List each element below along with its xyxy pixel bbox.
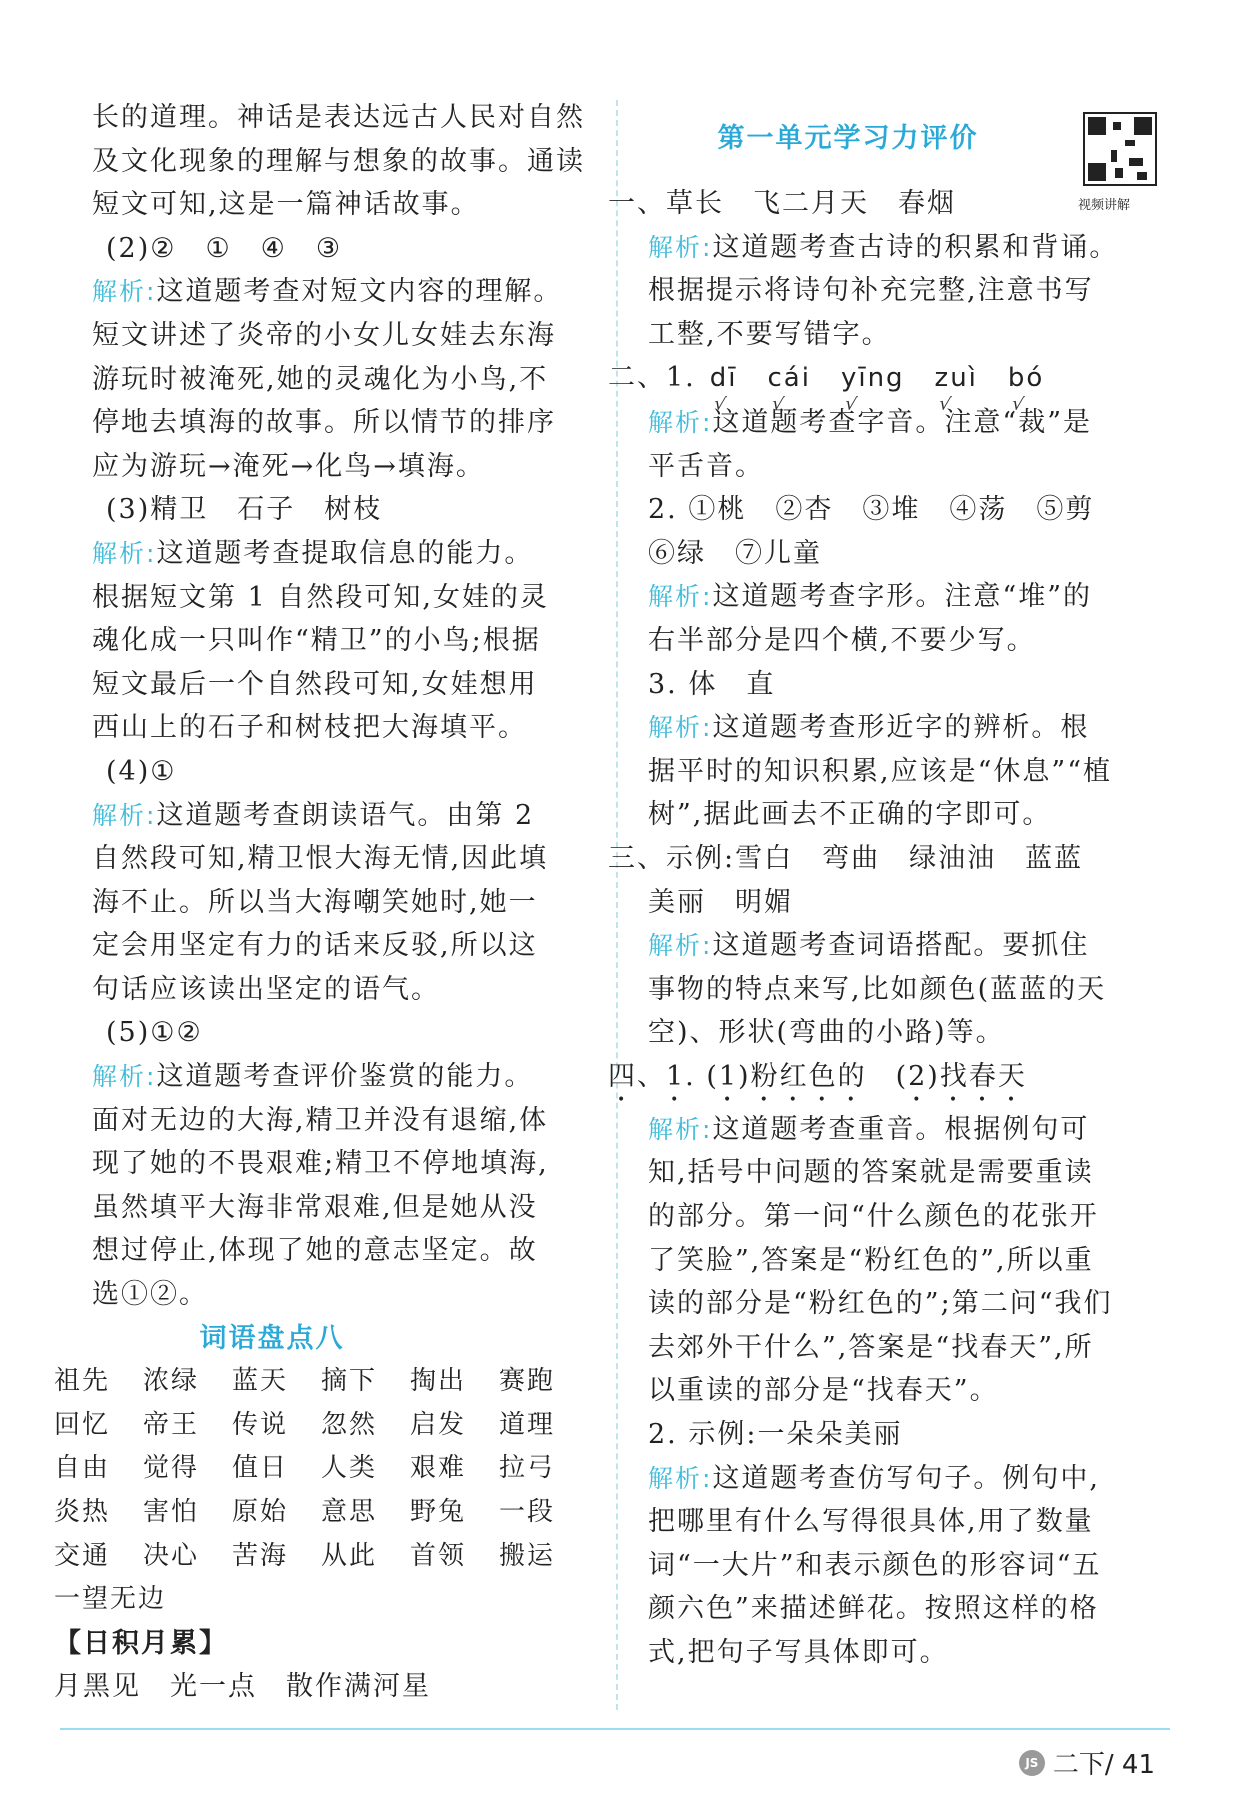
line-text: 一、草长 飞二月天 春烟 [608,188,956,219]
text-line [648,1500,1168,1544]
text-line [92,488,592,532]
word-item: 回忆 [54,1409,111,1440]
line-text: 短文讲述了炎帝的小女儿女娃去东海 [92,319,556,351]
line-text: 应为游玩→淹死→化鸟→填海。 [92,450,485,482]
text-line [648,575,1168,619]
line-text: 美丽 明媚 [648,886,793,918]
text-line [92,1099,592,1143]
line-text: 颜六色”来描述鲜花。按照这样的格 [648,1593,1099,1625]
text-line [648,1108,1168,1152]
pinyin-item: bó √ [1008,357,1044,401]
text-line [648,1413,1168,1457]
word-item: 搬运 [499,1540,556,1571]
text-line [92,619,592,663]
text-line [92,881,592,925]
text-line [92,532,592,576]
text-line [92,1142,592,1186]
analysis-label: 解析: [648,582,713,612]
word-item: 帝王 [143,1409,200,1440]
line-text: 根据提示将诗句补充完整,注意书写 [648,275,1094,307]
text-line [92,401,592,445]
word-item: 忽然 [321,1409,378,1440]
right-column [608,96,1168,1675]
word-item: 拉弓 [499,1453,556,1484]
text-line [92,96,592,140]
pinyin-item: dī √ [710,357,738,401]
line-text: 右半部分是四个横,不要少写。 [648,624,1036,656]
line-text: 虽然填平大海非常艰难,但是她从没 [92,1191,538,1223]
line-text: 把哪里有什么写得很具体,用了数量 [648,1506,1094,1538]
analysis-label: 解析: [648,713,713,743]
line-text: 停地去填海的故事。所以情节的排序 [92,407,556,439]
analysis-label: 解析: [92,277,157,307]
line-text: 这道题考查词语搭配。要抓住 [712,930,1090,962]
line-text: 读的部分是“粉红色的”;第二问“我们 [648,1288,1113,1320]
pinyin-item: cái √ [768,357,811,401]
word-item: 艰难 [410,1453,467,1484]
word-item: 一望无边 [54,1584,167,1615]
line-text: (4)① [106,755,177,787]
line-text: 魂化成一只叫作“精卫”的小鸟;根据 [92,625,541,657]
line-text: 事物的特点来写,比如颜色(蓝蓝的天 [648,973,1107,1005]
line-text: 定会用坚定有力的话来反驳,所以这 [92,930,538,962]
text-line [648,1587,1168,1631]
line-text: 句话应该读出坚定的语气。 [92,973,440,1005]
word-item: 传说 [232,1409,289,1440]
word-grid [54,1360,592,1622]
line-text: (2)② ① ④ ③ [106,232,343,264]
line-text: 海不止。所以当大海嘲笑她时,她一 [92,886,538,918]
line-text: 工整,不要写错字。 [648,318,891,350]
text-line [648,1239,1168,1283]
text-line [648,706,1168,750]
line-text: 想过停止,体现了她的意志坚定。故 [92,1235,538,1267]
text-line [92,183,592,227]
text-line [648,1151,1168,1195]
text-line [92,358,592,402]
daily-text: 月黑见 光一点 散作满河星 [54,1671,431,1703]
analysis-label: 解析: [92,538,157,568]
text-line [92,227,592,271]
word-row [54,1578,592,1622]
text-line [92,794,592,838]
text-line [648,1326,1168,1370]
word-item: 苦海 [232,1540,289,1571]
text-line [608,356,1168,401]
word-row [54,1447,592,1491]
bottom-rule [60,1728,1170,1730]
text-line [648,1631,1168,1675]
line-text: 这道题考查字音。注意“裁”是 [712,406,1093,438]
line-text: 西山上的石子和树枝把大海填平。 [92,712,527,744]
text-line [648,313,1168,357]
text-line [648,924,1168,968]
page-number: 二下/ 41 [1052,1750,1155,1780]
line-text: (5)①② [106,1017,203,1049]
word-item: 蓝天 [232,1366,289,1397]
text-line [648,445,1168,489]
line-text: 这道题考查字形。注意“堆”的 [712,581,1093,613]
text-line [92,663,592,707]
text-line [92,1273,592,1317]
text-line [92,968,592,1012]
publisher-badge: JS [1019,1750,1045,1776]
text-line [92,445,592,489]
line-text: 平舌音。 [648,450,764,482]
text-line [92,576,592,620]
text-line [92,1011,592,1055]
text-line [648,663,1168,707]
line-text: 3. 体 直 [648,668,776,700]
line-text: 2. ①桃 ②杏 ③堆 ④荡 ⑤剪 [648,494,1095,526]
word-item: 炎热 [54,1497,111,1527]
line-text: ⑥绿 ⑦儿童 [648,537,822,569]
text-line [648,750,1168,794]
line-text: 式,把句子写具体即可。 [648,1637,949,1668]
line-text: 面对无边的大海,精卫并没有退缩,体 [92,1104,549,1136]
line-text: 以重读的部分是“找春天”。 [648,1375,999,1407]
line-text: 空)、形状(弯曲的小路)等。 [648,1017,1005,1049]
line-text: 三、示例:雪白 弯曲 绿油油 蓝蓝 [608,842,1084,874]
word-section-title: 词语盘点八 [199,1322,345,1354]
word-item: 原始 [232,1497,289,1527]
text-line [648,1544,1168,1588]
line-text: 这道题考查仿写句子。例句中, [712,1462,1101,1494]
line-text: 词“一大片”和表示颜色的形容词“五 [648,1549,1102,1581]
word-row [54,1535,592,1579]
word-item: 害怕 [143,1497,200,1527]
line-text: 这道题考查对短文内容的理解。 [156,276,563,308]
text-line [648,226,1168,270]
line-text: 去郊外干什么”,答案是“找春天”,所 [648,1331,1094,1363]
text-line [648,488,1168,532]
word-item: 野兔 [410,1497,467,1527]
word-item: 赛跑 [499,1366,556,1397]
word-row [54,1491,592,1535]
text-line [648,1457,1168,1501]
line-text: 这道题考查朗读语气。由第 2 [156,799,535,831]
word-item: 摘下 [321,1366,378,1397]
word-item: 祖先 [54,1366,111,1397]
line-text: 了笑脸”,答案是“粉红色的”,所以重 [648,1244,1094,1276]
line-text: 树”,据此画去不正确的字即可。 [648,799,1052,831]
line-text: 的部分。第一问“什么颜色的花张开 [648,1201,1099,1233]
word-item: 掏出 [410,1366,467,1397]
text-line [648,881,1168,925]
word-item: 一段 [499,1497,556,1527]
line-text: 根据短文第 1 自然段可知,女娃的灵 [92,581,549,613]
text-line [648,1011,1168,1055]
analysis-label: 解析: [648,1463,713,1493]
line-text: 这道题考查古诗的积累和背诵。 [712,231,1119,263]
line-text: 这道题考查评价鉴赏的能力。 [156,1061,534,1093]
qr-caption: 视频讲解 [1078,198,1131,213]
text-line [92,924,592,968]
word-row [54,1404,592,1448]
line-text: 选①②。 [92,1279,208,1311]
left-column [54,96,592,1709]
line-text: 四、1. (1)粉红色的 (2)找春天 [608,1060,1027,1092]
text-line [648,968,1168,1012]
analysis-label: 解析: [648,931,713,961]
text-line [648,793,1168,837]
daily-title: 【日积月累】 [54,1627,228,1659]
pinyin-item: zuì √ [935,357,978,401]
line-text: 游玩时被淹死,她的灵魂化为小鸟,不 [92,363,549,395]
line-text: 二、1. [608,362,696,394]
text-line [608,1055,1168,1108]
word-item: 启发 [410,1409,467,1440]
line-text: 及文化现象的理解与想象的故事。通读 [92,145,585,177]
page-title: 第一单元学习力评价 [717,123,979,154]
text-line [92,837,592,881]
analysis-label: 解析: [648,232,713,262]
text-line [92,1229,592,1273]
line-text: 现了她的不畏艰难;精卫不停地填海, [92,1148,549,1180]
line-text: 短文最后一个自然段可知,女娃想用 [92,668,538,700]
text-line [92,314,592,358]
analysis-label: 解析: [92,800,157,830]
text-line [648,619,1168,663]
word-item: 从此 [321,1540,378,1571]
page-footer [1019,1744,1155,1781]
text-line [92,1186,592,1230]
analysis-label: 解析: [648,407,713,437]
line-text: 自然段可知,精卫恨大海无情,因此填 [92,843,549,875]
line-text: 2. 示例:一朵朵美丽 [648,1419,903,1451]
column-divider [616,100,618,1710]
line-text: 据平时的知识积累,应该是“休息”“植 [648,755,1112,787]
text-line [92,706,592,750]
analysis-label: 解析: [92,1062,157,1092]
word-item: 浓绿 [143,1366,200,1397]
text-line [92,750,592,794]
line-text: 这道题考查重音。根据例句可 [712,1113,1090,1145]
line-text: 短文可知,这是一篇神话故事。 [92,189,480,221]
text-line [608,837,1168,881]
word-row [54,1360,592,1404]
word-item: 交通 [54,1540,111,1571]
line-text: (3)精卫 石子 树枝 [106,494,383,526]
text-line [648,1282,1168,1326]
text-line [648,1195,1168,1239]
text-line [648,532,1168,576]
text-line [92,1055,592,1099]
text-line [648,1369,1168,1413]
word-item: 人类 [321,1453,378,1484]
pinyin-item: yīng √ [841,357,905,401]
text-line [92,270,592,314]
line-text: 这道题考查形近字的辨析。根 [712,712,1090,744]
text-line [648,269,1168,313]
text-line [92,140,592,184]
line-text: 这道题考查提取信息的能力。 [156,537,534,569]
word-item: 道理 [499,1409,556,1440]
word-item: 觉得 [143,1453,200,1484]
word-item: 值日 [232,1453,289,1484]
word-item: 首领 [410,1540,467,1571]
word-item: 决心 [143,1540,200,1571]
analysis-label: 解析: [648,1114,713,1144]
word-item: 自由 [54,1453,111,1484]
qr-code-icon[interactable] [1083,112,1157,186]
word-item: 意思 [321,1497,378,1527]
line-text: 知,括号中问题的答案就是需要重读 [648,1157,1094,1189]
line-text: 长的道理。神话是表达远古人民对自然 [92,102,585,133]
